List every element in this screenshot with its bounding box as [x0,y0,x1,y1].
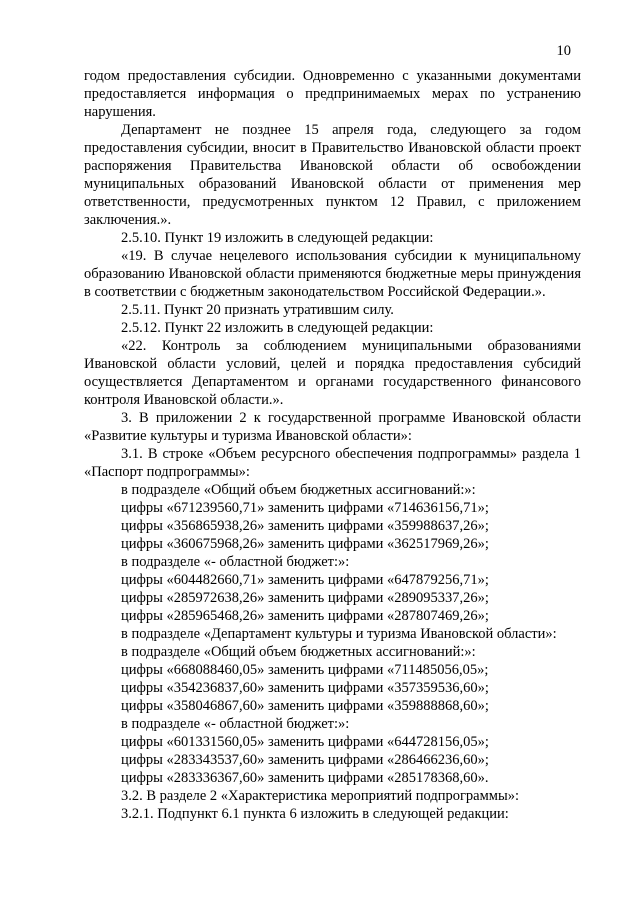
paragraph: 2.5.12. Пункт 22 изложить в следующей редакции: [121,320,434,336]
paragraph: в подразделе «Департамент культуры и туризма Ивановской области»: [121,626,557,642]
paragraph: в подразделе «- областной бюджет:»: [121,554,350,570]
paragraph: цифры «671239560,71» заменить цифрами «714636156,71»; [121,500,489,516]
paragraph: цифры «668088460,05» заменить цифрами «711485056,05»; [121,662,489,678]
paragraph: в подразделе «- областной бюджет:»: [121,716,350,732]
paragraph: цифры «360675968,26» заменить цифрами «362517969,26»; [121,536,489,552]
paragraph: цифры «283336367,60» заменить цифрами «285178368,60». [121,770,489,786]
paragraph: 3.2.1. Подпункт 6.1 пункта 6 изложить в следующей редакции: [121,806,509,822]
paragraph: годом предоставления субсидии. Одновременно с указанными документами предоставляется информация о предпринимаемых мерах по устранению нарушения. [84,68,581,120]
paragraph: цифры «354236837,60» заменить цифрами «357359536,60»; [121,680,489,696]
paragraph: 2.5.11. Пункт 20 признать утратившим силу. [121,302,394,318]
paragraph: цифры «285972638,26» заменить цифрами «289095337,26»; [121,590,489,606]
page-number: 10 [556,43,571,59]
document-body [84,67,581,823]
paragraph: цифры «356865938,26» заменить цифрами «359988637,26»; [121,518,489,534]
paragraph: в подразделе «Общий объем бюджетных ассигнований:»: [121,482,476,498]
paragraph: 3.2. В разделе 2 «Характеристика мероприятий подпрограммы»: [121,788,519,804]
paragraph: цифры «601331560,05» заменить цифрами «644728156,05»; [121,734,489,750]
paragraph: цифры «285965468,26» заменить цифрами «287807469,26»; [121,608,489,624]
paragraph: Департамент не позднее 15 апреля года, следующего за годом предоставления субсидии, вносит в Правительство Ивановской области проект распоряжения Правительства Ивановской области об освобождении муниципальных образований Ивановской области от применения мер ответственности, предусмотренных пунктом 12 Правил, с приложением заключения.». [84,122,581,228]
paragraph: цифры «283343537,60» заменить цифрами «286466236,60»; [121,752,489,768]
paragraph: «19. В случае нецелевого использования субсидии к муниципальному образованию Ивановской области применяются бюджетные меры принуждения в соответствии с бюджетным законодательством Российской Федерации.». [84,248,581,300]
paragraph: цифры «358046867,60» заменить цифрами «359888868,60»; [121,698,489,714]
paragraph: 3.1. В строке «Объем ресурсного обеспечения подпрограммы» раздела 1 «Паспорт подпрограммы»: [84,446,581,480]
paragraph: в подразделе «Общий объем бюджетных ассигнований:»: [121,644,476,660]
paragraph: 3. В приложении 2 к государственной программе Ивановской области «Развитие культуры и туризма Ивановской области»: [84,410,581,444]
paragraph: 2.5.10. Пункт 19 изложить в следующей редакции: [121,230,434,246]
paragraph: «22. Контроль за соблюдением муниципальными образованиями Ивановской области условий, целей и порядка предоставления субсидий осуществляется Департаментом и органами государственного финансового контроля Ивановской области.». [84,338,581,408]
paragraph: цифры «604482660,71» заменить цифрами «647879256,71»; [121,572,489,588]
